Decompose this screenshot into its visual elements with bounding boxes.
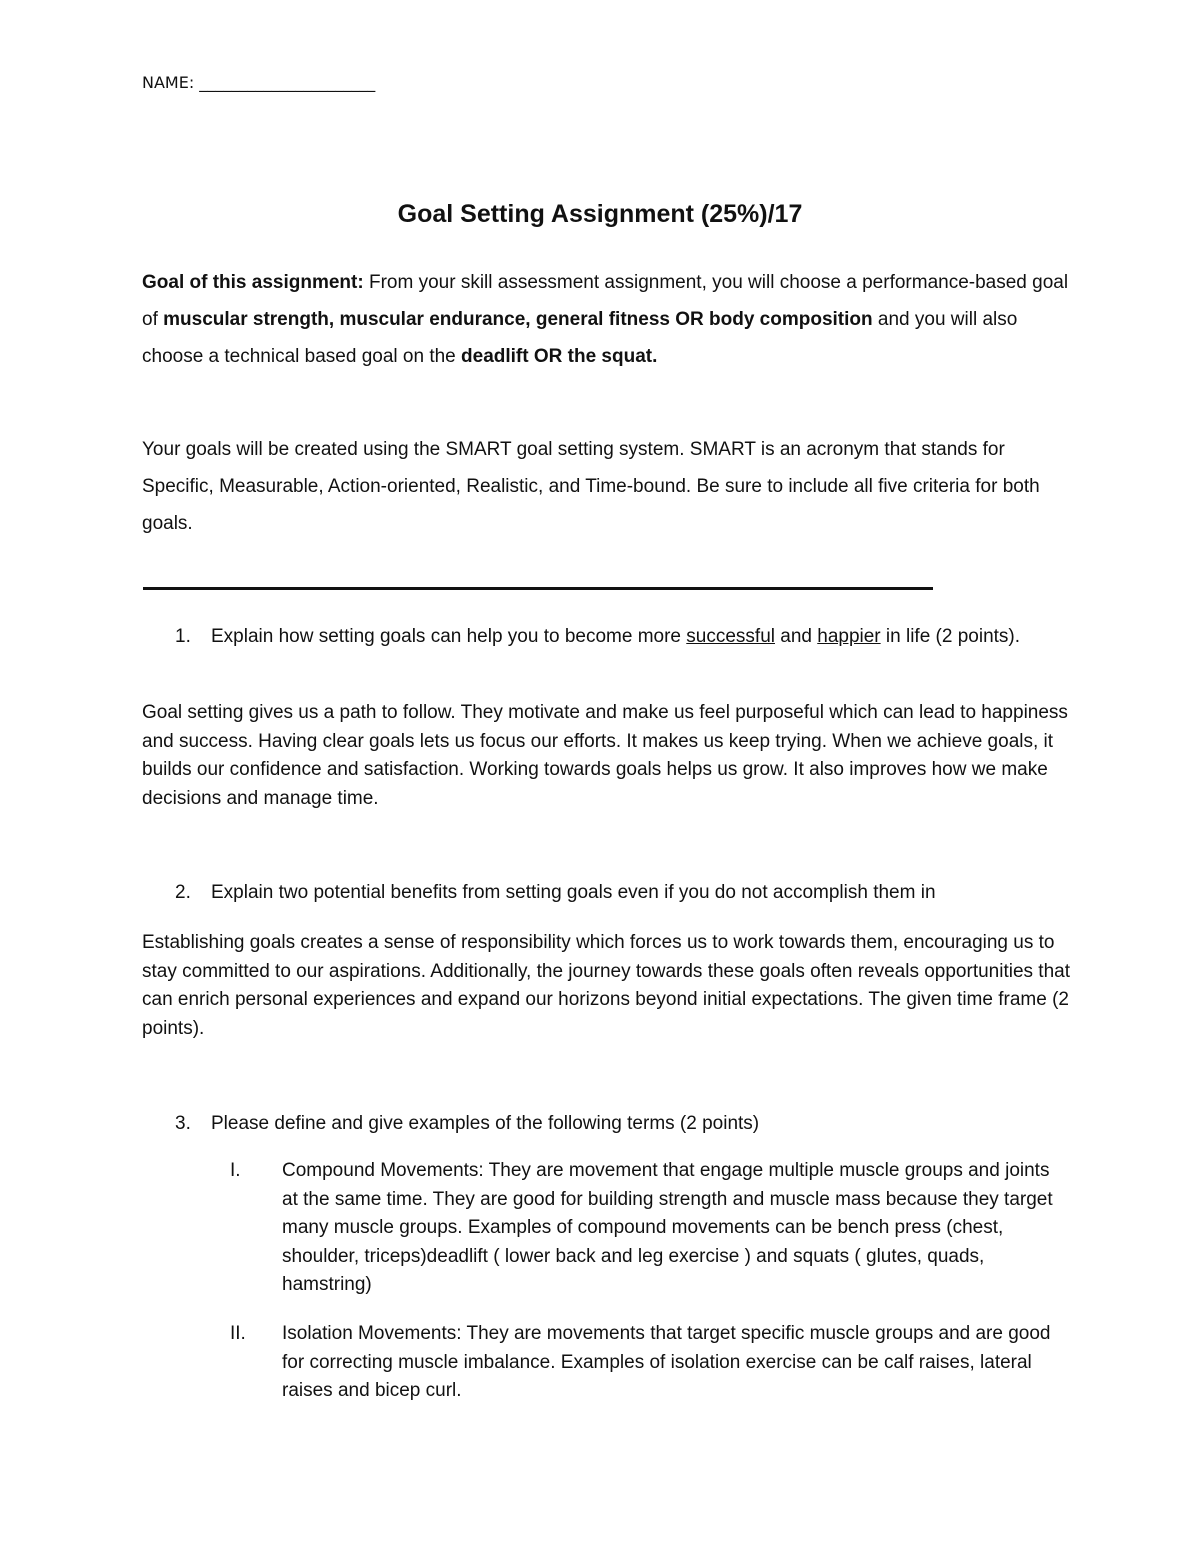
underlined-word: successful xyxy=(686,626,775,647)
definition-item xyxy=(230,1157,1070,1300)
question-text: Explain two potential benefits from setting goals even if you do not accomplish them in xyxy=(211,882,936,903)
technical-goal-bold: deadlift OR the squat. xyxy=(461,346,658,367)
question-text xyxy=(211,623,1070,651)
answer-2: Establishing goals creates a sense of responsibility which forces us to work towards them, encouraging us to stay committed to our aspirations. Additionally, the journey towards these goals often reveals opportunities that can enrich personal experiences and expand our horizons beyond initial expectations. The given time frame (2 points). xyxy=(142,932,1070,1039)
question-text-part: Explain how setting goals can help you to become more xyxy=(211,626,687,647)
question-number: 1. xyxy=(175,626,191,647)
roman-numeral: II. xyxy=(230,1323,246,1344)
goal-lead-label: Goal of this assignment: xyxy=(142,272,364,293)
definition-text: Isolation Movements: They are movements that target specific muscle groups and are good for correcting muscle imbalance. Examples of isolation exercise can be calf raises, lateral raises and bicep curl. xyxy=(282,1323,1051,1401)
page-title: Goal Setting Assignment (25%)/17 xyxy=(397,200,803,228)
smart-paragraph: Your goals will be created using the SMART goal setting system. SMART is an acronym that stands for Specific, Measurable, Action-oriented, Realistic, and Time-bound. Be sure to include all five criteria for both goals. xyxy=(142,439,1040,534)
question-3 xyxy=(175,1110,1070,1138)
question-1 xyxy=(175,623,1070,651)
roman-numeral: I. xyxy=(230,1160,241,1181)
assignment-goal-paragraph xyxy=(142,264,1072,375)
definition-item xyxy=(230,1320,1070,1406)
question-number: 3. xyxy=(175,1113,191,1134)
name-field-label: NAME: ______________________ xyxy=(142,73,376,92)
question-text: Please define and give examples of the following terms (2 points) xyxy=(211,1113,760,1134)
question-2 xyxy=(175,879,1070,907)
answer-1: Goal setting gives us a path to follow. They motivate and make us feel purposeful which can lead to happiness and success. Having clear goals lets us focus our efforts. It makes us keep trying. When we achieve goals, it builds our confidence and satisfaction. Working towards goals helps us grow. It also improves how we make decisions and manage time. xyxy=(142,702,1068,809)
question-number: 2. xyxy=(175,882,191,903)
intro-text-1: From your skill assessment assignment, you will choose a performance-based goal of xyxy=(142,272,1069,330)
intro-text-2: and you will also choose a technical based goal on the xyxy=(142,309,1018,367)
section-divider xyxy=(143,587,933,590)
question-text-part: in life (2 points). xyxy=(880,626,1021,647)
definition-text: Compound Movements: They are movement that engage multiple muscle groups and joints at the same time. They are good for building strength and muscle mass because they target many muscle groups. Examples of compound movements can be bench press (chest, shoulder, triceps)deadlift ( lower back and leg exercise ) and squats ( glutes, quads, hamstring) xyxy=(282,1160,1053,1295)
goal-types-bold: muscular strength, muscular endurance, general fitness OR body composition xyxy=(163,309,873,330)
question-text-part: and xyxy=(774,626,818,647)
underlined-word: happier xyxy=(817,626,881,647)
